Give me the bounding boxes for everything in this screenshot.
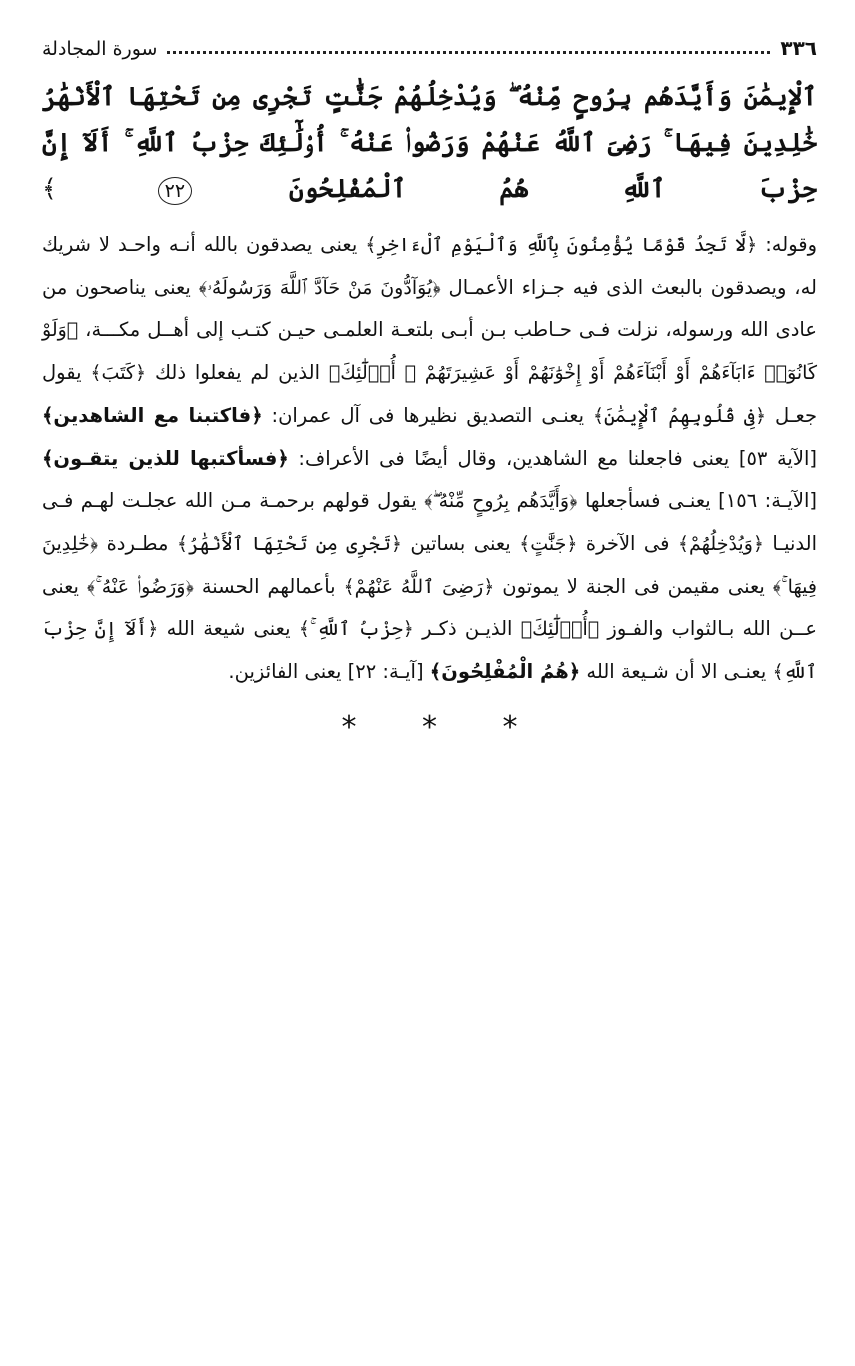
commentary-text: الذيـن ذكـر xyxy=(413,617,521,641)
quran-quote: ﴿فِى قُلُوبِهِمُ ٱلْإِيمَٰنَ﴾ xyxy=(592,404,767,427)
commentary-text: يعنى يناصحون من عادى الله ورسوله، نزلت فـى حـاطب بـن أبـى بلتعـة العلمـى حيـن كتـب إلى أهــل مكـــة، xyxy=(42,275,817,342)
verse-closing-bracket: ﴾ xyxy=(42,174,57,203)
page-number: ٣٣٦ xyxy=(780,36,817,60)
commentary-text: الذين لم يفعلوا ذلك xyxy=(146,361,329,385)
quran-quote: ﴿يُوَآدُّونَ مَنْ حَآدَّ ٱللَّهَ وَرَسُولَهُۥ﴾ xyxy=(198,276,441,299)
bold-quran-quote: ﴿هُمُ الْمُفْلِحُونَ﴾ xyxy=(429,660,581,684)
quran-quote: ﴿تَجْرِى مِن تَحْتِهَا ٱلْأَنْهَٰرُ﴾ xyxy=(176,532,402,555)
bold-cross-reference: ﴿فسأكتبها للذين يتقـون﴾ xyxy=(42,446,289,470)
commentary-text: يعنـى التصديق نظيرها فى آل عمران: xyxy=(262,403,593,427)
quran-quote: ﴿كَتَبَ﴾ xyxy=(90,362,147,385)
commentary-text: فى الآخرة xyxy=(577,531,678,555)
quran-quote: ﴿حِزْبُ ٱللَّهِ ۚ﴾ xyxy=(298,618,414,641)
commentary-text: [الآيـة: ١٥٦] يعنـى فسأجعلها xyxy=(577,489,817,513)
quran-verse-block xyxy=(42,74,817,212)
section-separator: * * * xyxy=(341,709,546,745)
surah-name: سورة المجادلة xyxy=(42,38,158,60)
commentary-text: [الآية ٥٣] يعنى فاجعلنا مع الشاهدين، وقال أيضًا فى الأعراف: xyxy=(288,446,817,470)
commentary-text: يعنى عــن الله بـالثواب والفـوز xyxy=(42,574,817,641)
commentary-text: يعنى يصدقون بالله أنـه واحـد لا شريك له، ويصدقون بالبعث الذى فيه جـزاء الأعمـال xyxy=(42,233,817,299)
quran-quote: ﴿وَرَضُوا۟ عَنْهُ ۚ﴾ xyxy=(86,575,194,598)
quran-quote: ﴿وَأَيَّدَهُم بِرُوحٍ مِّنْهُ ۖ﴾ xyxy=(424,490,578,513)
quran-quote: ﴿وَلَوْ كَانُوٓا۟ ءَابَآءَهُمْ أَوْ أَبْنَآءَهُمْ أَوْ إِخْوَٰنَهُمْ أَوْ عَشِيرَتَهُمْ ۚ أُو۟لَٰٓئِكَ﴾ xyxy=(42,319,818,385)
commentary-text: يعنـى الا أن شـيعة الله xyxy=(580,660,773,684)
quran-quote: ﴿لَّا تَجِدُ قَوْمًا يُؤْمِنُونَ بِٱللَّهِ وَٱلْيَوْمِ ٱلْءَاخِرِ﴾ xyxy=(365,234,758,256)
quran-quote: ﴿وَيُدْخِلُهُمْ﴾ xyxy=(677,532,765,555)
quran-quote: ﴿رَضِىَ ٱللَّهُ عَنْهُمْ﴾ xyxy=(343,575,495,598)
commentary-text: وقوله: xyxy=(757,233,818,256)
verse-text: ٱلْإِيمَٰنَ وَأَيَّدَهُم بِرُوحٍ مِّنْهُ ۖ وَيُدْخِلُهُمْ جَنَّٰتٍ تَجْرِى مِن تَحْتِهَا ٱلْأَنْهَٰرُ خَٰلِدِينَ فِيهَا ۚ رَضِىَ ٱللَّهُ عَنْهُمْ وَرَضُوا۟ عَنْهُ ۚ أُو۟لَٰٓئِكَ حِزْبُ ٱللَّهِ ۚ أَلَآ إِنَّ حِزْبَ ٱللَّهِ هُمُ ٱلْمُفْلِحُونَ xyxy=(42,82,817,203)
running-header xyxy=(42,30,817,60)
commentary-text: يعنى شيعة الله xyxy=(158,617,299,641)
quran-quote: ﴿أُو۟لَٰٓئِكَ﴾ xyxy=(520,618,600,641)
book-page xyxy=(42,30,817,745)
commentary-text: يعنى مقيمن فى الجنة لا يموتون xyxy=(494,574,773,598)
quran-quote: ﴿أَلَآ إِنَّ حِزْبَ ٱللَّهِ﴾ xyxy=(42,618,817,684)
header-dotted-leader xyxy=(167,51,770,54)
commentary-text: بأعمالهم الحسنة xyxy=(193,574,344,598)
bold-cross-reference: ﴿فاكتبنا مع الشاهدين﴾ xyxy=(42,403,263,427)
verse-number-marker: ٢٢ xyxy=(158,177,192,205)
commentary-text: يعنى بساتين xyxy=(401,531,520,555)
quran-quote: ﴿خَٰلِدِينَ فِيهَا ۚ﴾ xyxy=(42,532,817,598)
commentary-text: مطـردة xyxy=(98,531,177,555)
commentary-text: يقول قولهم برحمـة مـن الله عجلـت لهـم فـى الدنيـا xyxy=(42,489,817,555)
commentary-text: [آيـة: ٢٢] يعنى الفائزين. xyxy=(228,660,430,684)
quran-quote: ﴿جَنَّٰتٍ﴾ xyxy=(519,532,578,555)
commentary-text: يقول جعـل xyxy=(42,361,817,427)
commentary-paragraph xyxy=(42,224,817,694)
